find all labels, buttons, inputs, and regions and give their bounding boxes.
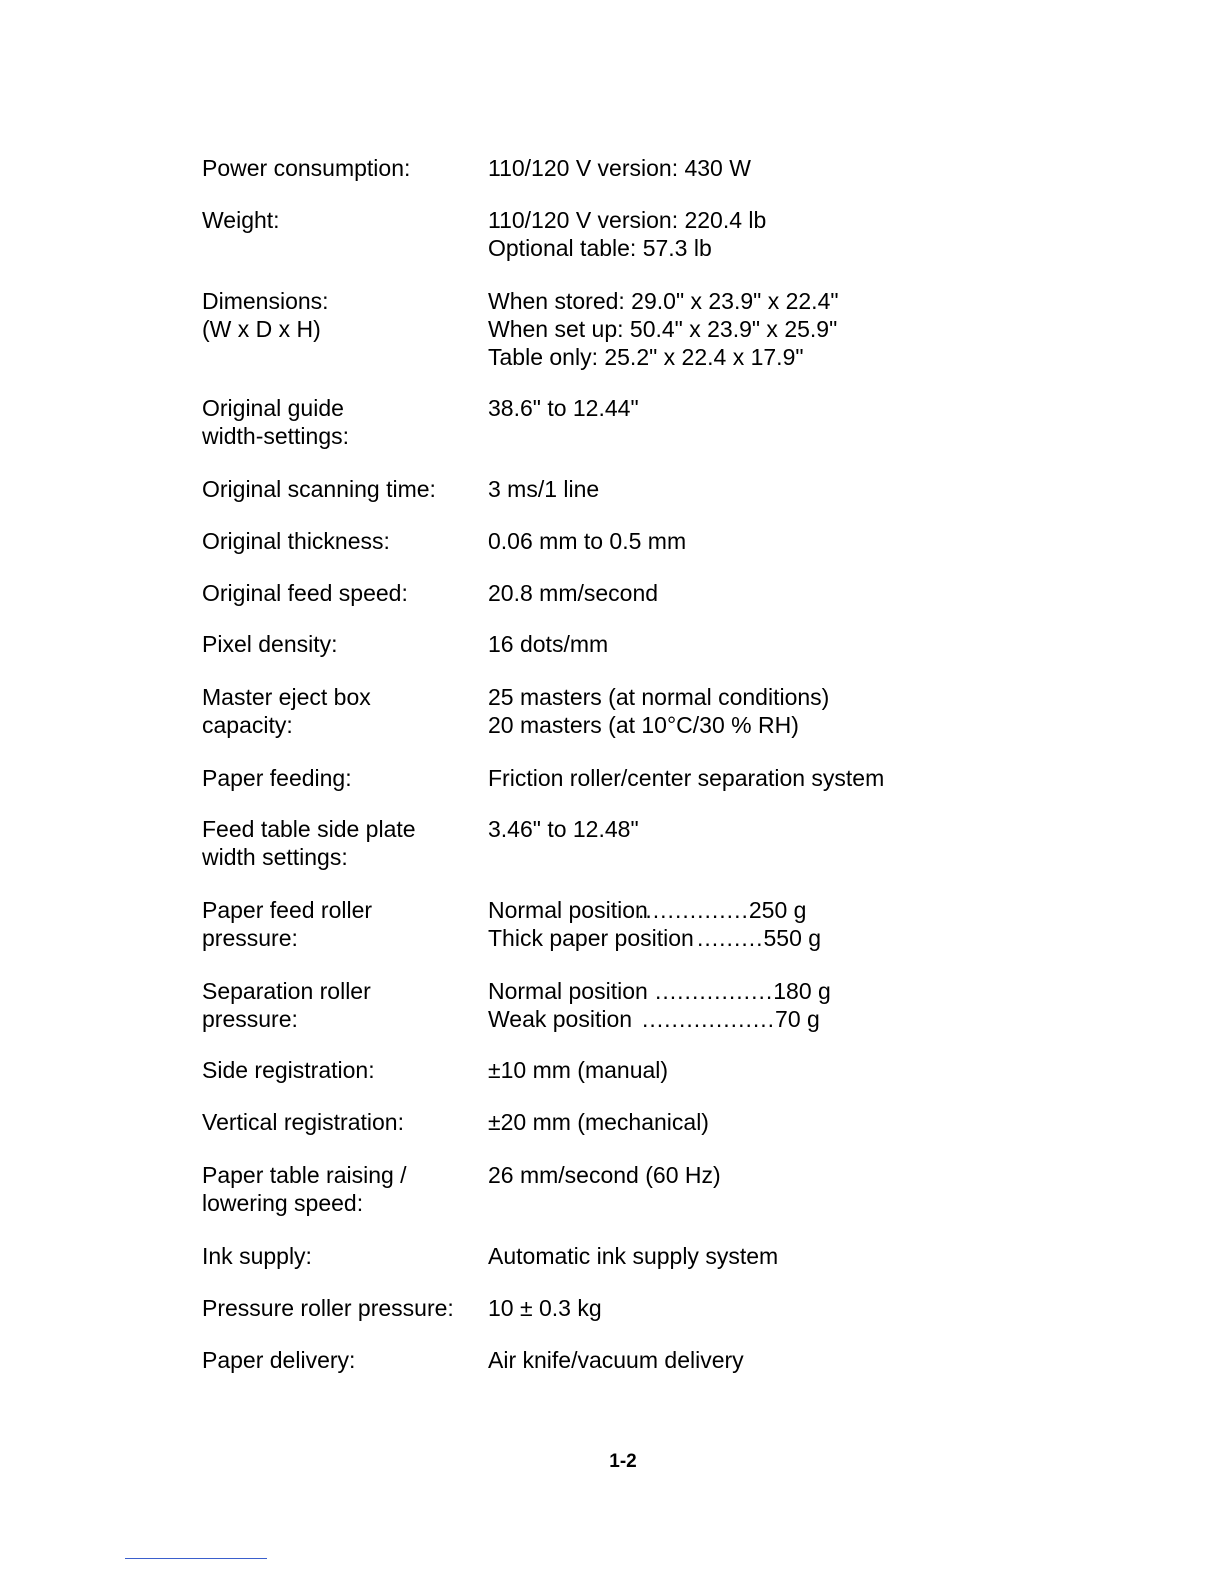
spec-value: 38.6" to 12.44": [488, 395, 639, 421]
spec-label: Original thickness:: [202, 528, 390, 554]
spec-label: Ink supply:: [202, 1243, 312, 1269]
spec-value: When stored: 29.0" x 23.9" x 22.4" When set up: 50.4" x 23.9" x 25.9" Table only: 25.2" x 22.4 x 17.9": [488, 288, 839, 370]
spec-label: Vertical registration:: [202, 1109, 404, 1135]
spec-label: Master eject box capacity:: [202, 684, 371, 738]
dotted-entry: Normal position ................180 g: [488, 978, 831, 1004]
spec-label: Feed table side plate width settings:: [202, 816, 416, 870]
spec-value: 16 dots/mm: [488, 631, 609, 657]
spec-value: 26 mm/second (60 Hz): [488, 1162, 721, 1188]
spec-label: Paper table raising / lowering speed:: [202, 1162, 407, 1216]
spec-label: Separation roller pressure:: [202, 978, 371, 1032]
spec-label: Paper feeding:: [202, 765, 352, 791]
spec-label: Original feed speed:: [202, 580, 408, 606]
spec-label: Weight:: [202, 207, 280, 233]
spec-label: Paper feed roller pressure:: [202, 897, 373, 951]
spec-value: ±20 mm (mechanical): [488, 1109, 709, 1135]
spec-value: [488, 977, 1188, 1033]
spec-value: 3 ms/1 line: [488, 476, 600, 502]
spec-label: Side registration:: [202, 1057, 375, 1083]
spec-value: Automatic ink supply system: [488, 1243, 779, 1269]
page-number: 1-2: [609, 1451, 637, 1472]
spec-label: Original scanning time:: [202, 476, 436, 502]
dotted-entry: Weak position ..................70 g: [488, 1006, 820, 1032]
spec-label: Paper delivery:: [202, 1347, 356, 1373]
spec-label: Pressure roller pressure:: [202, 1295, 454, 1321]
spec-value: 110/120 V version: 220.4 lb Optional table: 57.3 lb: [488, 207, 767, 261]
spec-value: [488, 896, 1188, 952]
dotted-entry: Thick paper position .........550 g: [488, 925, 822, 951]
spec-value: Friction roller/center separation system: [488, 765, 885, 791]
spec-label: Original guide width-settings:: [202, 395, 350, 449]
spec-value: Air knife/vacuum delivery: [488, 1347, 744, 1373]
spec-value: 0.06 mm to 0.5 mm: [488, 528, 687, 554]
spec-value: 20.8 mm/second: [488, 580, 659, 606]
dotted-entry: Normal position...............250 g: [488, 897, 807, 923]
bottom-divider: [125, 1558, 267, 1559]
spec-value: 10 ± 0.3 kg: [488, 1295, 602, 1321]
spec-label: Pixel density:: [202, 631, 338, 657]
spec-label: Dimensions: (W x D x H): [202, 288, 329, 342]
spec-label: Power consumption:: [202, 155, 411, 181]
spec-value: 110/120 V version: 430 W: [488, 155, 751, 181]
spec-value: 25 masters (at normal conditions) 20 masters (at 10°C/30 % RH): [488, 684, 830, 738]
spec-value: 3.46" to 12.48": [488, 816, 639, 842]
spec-value: ±10 mm (manual): [488, 1057, 669, 1083]
